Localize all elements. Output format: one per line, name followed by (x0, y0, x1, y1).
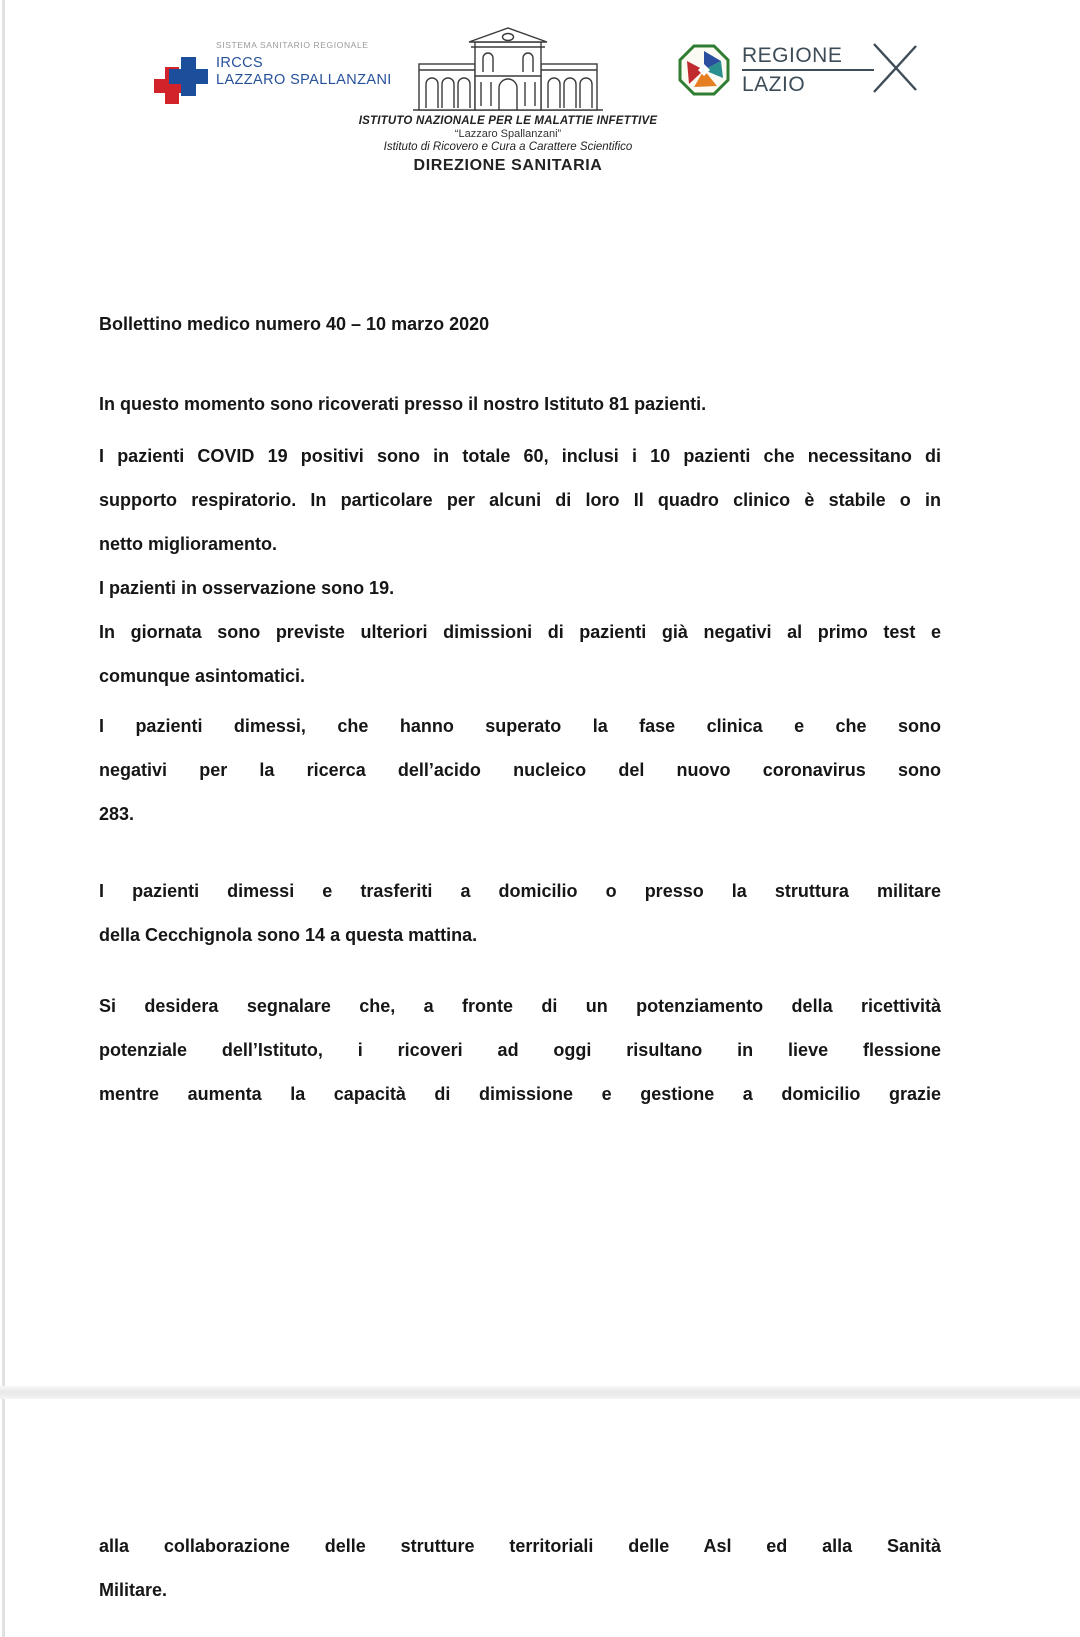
paragraph-dimissioni-previste (99, 610, 941, 698)
irccs-name-line2: LAZZARO SPALLANZANI (216, 72, 392, 88)
direzione-sanitaria-label: DIREZIONE SANITARIA (413, 157, 603, 174)
text-line: comunque asintomatici. (99, 666, 306, 686)
text-line: supporto respiratorio. In particolare per alcuni di loro Il quadro clinico è stabile o in (99, 490, 941, 510)
text-line: mentre aumenta la capacità di dimissione e gestione a domicilio grazie (99, 1084, 941, 1104)
text-line: negativi per la ricerca dell’acido nucleico del nuovo coronavirus sono (99, 760, 941, 780)
text-line: alla collaborazione delle strutture territoriali delle Asl ed alla Sanità (99, 1536, 941, 1556)
page-break-band (0, 1386, 1080, 1399)
text-line: I pazienti dimessi e trasferiti a domicilio o presso la struttura militare (99, 881, 941, 901)
regione-lazio-emblem-icon (678, 44, 730, 96)
text-line: della Cecchignola sono 14 a questa mattina. (99, 925, 478, 945)
text-line: In giornata sono previste ulteriori dimissioni di pazienti già negativi al primo test e (99, 622, 941, 642)
paragraph-ricettivita (99, 984, 941, 1116)
text-line: 283. (99, 804, 135, 824)
text-line: I pazienti COVID 19 positivi sono in totale 60, inclusi i 10 pazienti che necessitano di (99, 446, 941, 466)
paragraph-covid-positivi (99, 434, 941, 566)
lazio-chevron-icon (872, 40, 918, 100)
text-line: I pazienti in osservazione sono 19. (99, 578, 395, 598)
lazio-label: LAZIO (742, 73, 806, 96)
ssr-tagline: SISTEMA SANITARIO REGIONALE (216, 40, 369, 50)
text-line: netto miglioramento. (99, 534, 278, 554)
text-line: I pazienti dimessi, che hanno superato la fase clinica e che sono (99, 716, 941, 736)
bulletin-title: Bollettino medico numero 40 – 10 marzo 2020 (99, 314, 490, 334)
paragraph-osservazione (99, 566, 941, 610)
institute-subname: “Lazzaro Spallanzani” (454, 128, 562, 140)
paragraph-ricoverati (99, 382, 941, 426)
text-line: Militare. (99, 1580, 168, 1600)
institute-building-icon (413, 26, 603, 112)
text-line: In questo momento sono ricoverati presso il nostro Istituto 81 pazienti. (99, 394, 707, 414)
text-line: Si desidera segnalare che, a fronte di un potenziamento della ricettività (99, 996, 941, 1016)
institute-descriptor: Istituto di Ricovero e Cura a Carattere Scientifico (383, 141, 633, 153)
text-line: potenziale dell’Istituto, i ricoveri ad oggi risultano in lieve flessione (99, 1040, 941, 1060)
institute-name: ISTITUTO NAZIONALE PER LE MALATTIE INFETTIVE (358, 115, 658, 127)
paragraph-dimessi-negativi (99, 704, 941, 836)
irccs-name-line1: IRCCS (216, 55, 264, 71)
regione-lazio-wordmark (742, 42, 874, 98)
institute-logo (343, 26, 673, 175)
bulletin-body (99, 302, 941, 1612)
paragraph-trasferiti-cecchignola (99, 869, 941, 957)
health-cross-icon (150, 54, 208, 108)
regione-lazio-logo (678, 42, 874, 98)
paragraph-collaborazione (99, 1524, 941, 1612)
regione-label: REGIONE (742, 42, 874, 71)
